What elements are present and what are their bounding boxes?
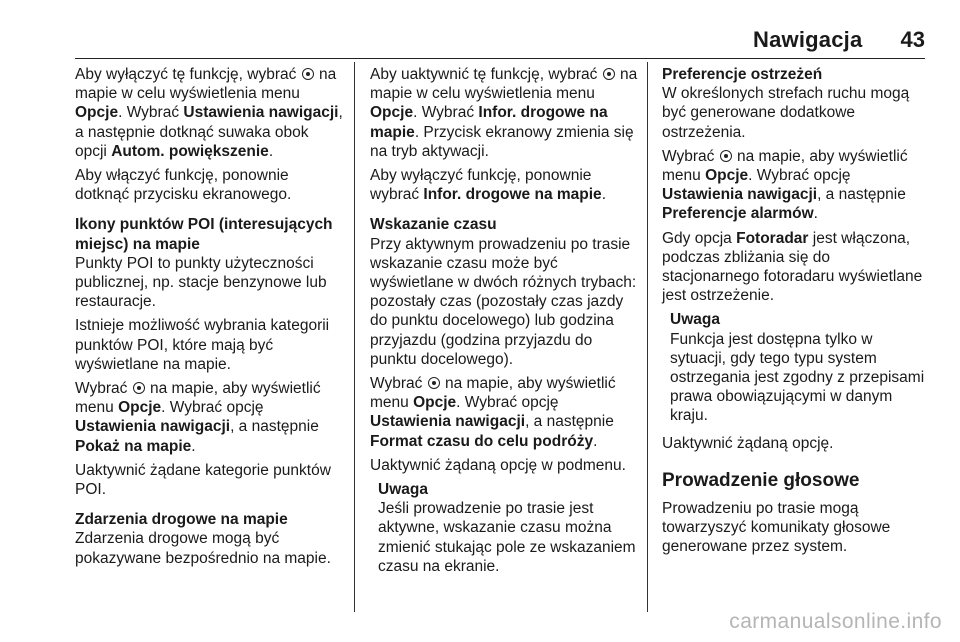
map-menu-icon [720, 150, 732, 162]
note-title: Uwaga [378, 481, 428, 499]
paragraph: Aby wyłączyć tę funkcję, wybrać na mapie w celu wyświetlenia menu Opcje. Wybrać Ustawienia nawigacji, a następnie dotknąć suwaka obok opcji Autom. powiększenie. [75, 66, 343, 160]
note-box [370, 480, 638, 576]
paragraph: Aby uaktywnić tę funkcję, wybrać na mapie w celu wyświetlenia menu Opcje. Wybrać Infor. drogowe na mapie. Przycisk ekranowy zmienia się na tryb aktywacji. [370, 66, 638, 160]
paragraph: Wybrać na mapie, aby wyświetlić menu Opcje. Wybrać opcję Ustawienia nawigacji, a następnie Pokaż na mapie. [75, 380, 321, 455]
text-column-3 [662, 65, 930, 561]
paragraph: Wybrać na mapie, aby wyświetlić menu Opcje. Wybrać opcję Ustawienia nawigacji, a następnie Preferencje alarmów. [662, 147, 908, 223]
paragraph: Uaktywnić żądaną opcję. [662, 434, 834, 452]
paragraph: Uaktywnić żądaną opcję w podmenu. [370, 456, 626, 474]
paragraph: Zdarzenia drogowe mogą być pokazywane bezpośrednio na mapie. [75, 530, 331, 567]
paragraph: Istnieje możliwość wybrania kategorii punktów POI, które mają być wyświetlane na mapie. [75, 317, 330, 373]
paragraph: Przy aktywnym prowadzeniu po trasie wskazanie czasu może być wyświetlane w dwóch różnych trybach: pozostały czas (pozostały czas jazdy do punktu docelowego) lub godzina przyjazdu (godzina przyjazdu do punktu docelowego). [370, 235, 637, 368]
subheading: Preferencje ostrzeżeń [662, 66, 823, 83]
paragraph: Aby włączyć funkcję, ponownie dotknąć przycisku ekranowego. [75, 167, 292, 204]
paragraph: Gdy opcja Fotoradar jest włączona, podczas zbliżania się do stacjonarnego fotoradaru wyświetlane jest ostrzeżenie. [662, 229, 923, 305]
subheading: Ikony punktów POI (interesujących miejsc) na mapie [75, 216, 333, 253]
note-body: Funkcja jest dostępna tylko w sytuacji, gdy tego typu system ostrzegania jest zgodny z przepisami prawa obowiązującymi w danym kraju. [670, 330, 925, 425]
map-menu-icon [428, 377, 440, 389]
column-divider [354, 62, 355, 612]
paragraph: Uaktywnić żądane kategorie punktów POI. [75, 461, 331, 499]
paragraph: Punkty POI to punkty użyteczności publicznej, np. stacje benzynowe lub restauracje. [75, 254, 327, 311]
paragraph: Prowadzeniu po trasie mogą towarzyszyć komunikaty głosowe generowane przez system. [662, 499, 891, 556]
section-title: Prowadzenie głosowe [662, 469, 860, 491]
map-menu-icon [603, 68, 615, 80]
subheading: Wskazanie czasu [370, 216, 497, 234]
paragraph: W określonych strefach ruchu mogą być generowane dodatkowe ostrzeżenia. [662, 85, 910, 141]
subheading: Zdarzenia drogowe na mapie [75, 511, 288, 529]
map-menu-icon [133, 382, 145, 394]
text-column-1 [75, 65, 343, 573]
column-divider [647, 62, 648, 612]
page-number: 43 [900, 27, 925, 52]
note-box [662, 310, 930, 425]
map-menu-icon [302, 68, 314, 80]
paragraph: Wybrać na mapie, aby wyświetlić menu Opcje. Wybrać opcję Ustawienia nawigacji, a następnie Format czasu do celu podróży. [370, 375, 616, 450]
text-column-2 [370, 65, 638, 584]
header-divider [75, 58, 925, 59]
note-body: Jeśli prowadzenie po trasie jest aktywne, wskazanie czasu można zmienić stukając pole ze wskazaniem czasu na ekranie. [378, 500, 636, 575]
watermark: carmanualsonline.info [729, 610, 942, 633]
note-title: Uwaga [670, 311, 720, 329]
paragraph: Aby wyłączyć funkcję, ponownie wybrać Infor. drogowe na mapie. [370, 167, 606, 204]
page-header-title: Nawigacja [753, 27, 863, 52]
